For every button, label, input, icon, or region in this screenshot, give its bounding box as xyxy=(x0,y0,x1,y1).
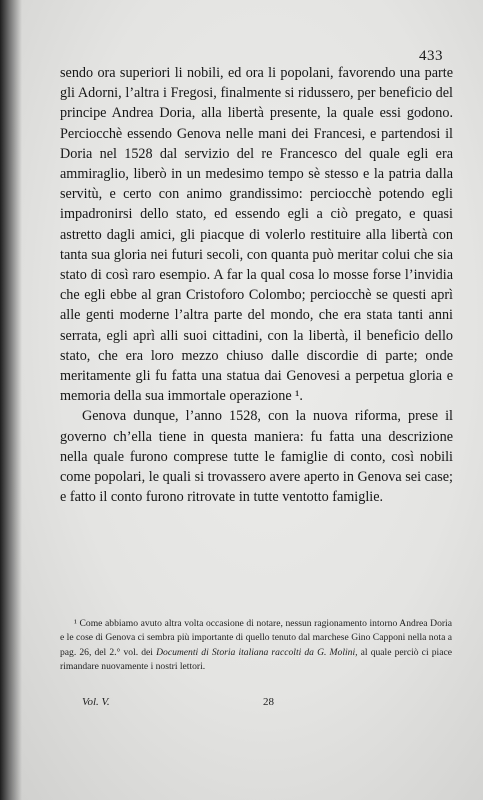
footnote-marker: ¹ xyxy=(74,618,77,629)
footnote-text-end: al quale perciò ci piace rimandare nuovamente i nostri lettori. xyxy=(60,646,452,673)
footnote-citation: Documenti di Storia italiana raccolti da G. Molini, xyxy=(156,646,358,658)
footnotes xyxy=(60,617,452,675)
volume-label: Vol. V. xyxy=(82,696,110,708)
page-number: 433 xyxy=(419,48,443,64)
binding-shadow xyxy=(0,0,22,800)
paragraph-1: sendo ora superiori li nobili, ed ora li popolani, favorendo una parte gli Adorni, l’altra i Fregosi, finalmente si ridussero, per beneficio del principe Andrea Doria, alla libertà presente, la quale essi godono. Perciocchè essendo Genova nelle mani dei Francesi, e partendosi il Doria nel 1528 dal servizio del re Francesco del quale egli era ammiraglio, liberò in un medesimo tempo sè stesso e la patria dalla servitù, e certo con animo grandissimo: perciocchè potendo egli impadronirsi dello stato, ed essendo egli a ciò pregato, e quasi astretto dagli amici, gli piacque di volerlo restituire alla libertà con tanta sua gloria nei futuri secoli, con quanta può meritar colui che sia stato di così raro esempio. A far la qual cosa lo mosse forse l’invidia che egli ebbe al gran Cristoforo Colombo; perciocchè se questi aprì alle genti moderne l’altra parte del mondo, che era stata tanti anni serrata, egli aprì alli suoi cittadini, con la libertà, il beneficio dello stato, che era loro mezzo chiuso dalle discordie di parte; onde meritamente gli fu fatta una statua dai Genovesi a perpetua gloria e memoria della sua immortale operazione ¹. xyxy=(60,65,453,405)
signature-mark: 28 xyxy=(263,696,274,708)
paragraph-2: Genova dunque, l’anno 1528, con la nuova riforma, prese il governo ch’ella tiene in questa maniera: fu fatta una descrizione nella quale furono comprese tutte le famiglie di conto, così nobili come popolari, le quali si trovassero avere aperto in Genova sei case; e fatto il conto furono ritrovate in tutte ventotto famiglie. xyxy=(60,408,453,506)
main-text xyxy=(60,63,453,507)
footnote-text: Come abbiamo avuto altra volta occasione di notare, nessun ragionamento intorno Andrea Doria e le cose di Genova ci sembra più importante di quello tenuto dal marchese Gino Capponi nella nota a pag. 26, del 2.° vol. dei xyxy=(60,618,452,658)
page-footer xyxy=(0,696,483,712)
footnote-1 xyxy=(60,617,452,675)
